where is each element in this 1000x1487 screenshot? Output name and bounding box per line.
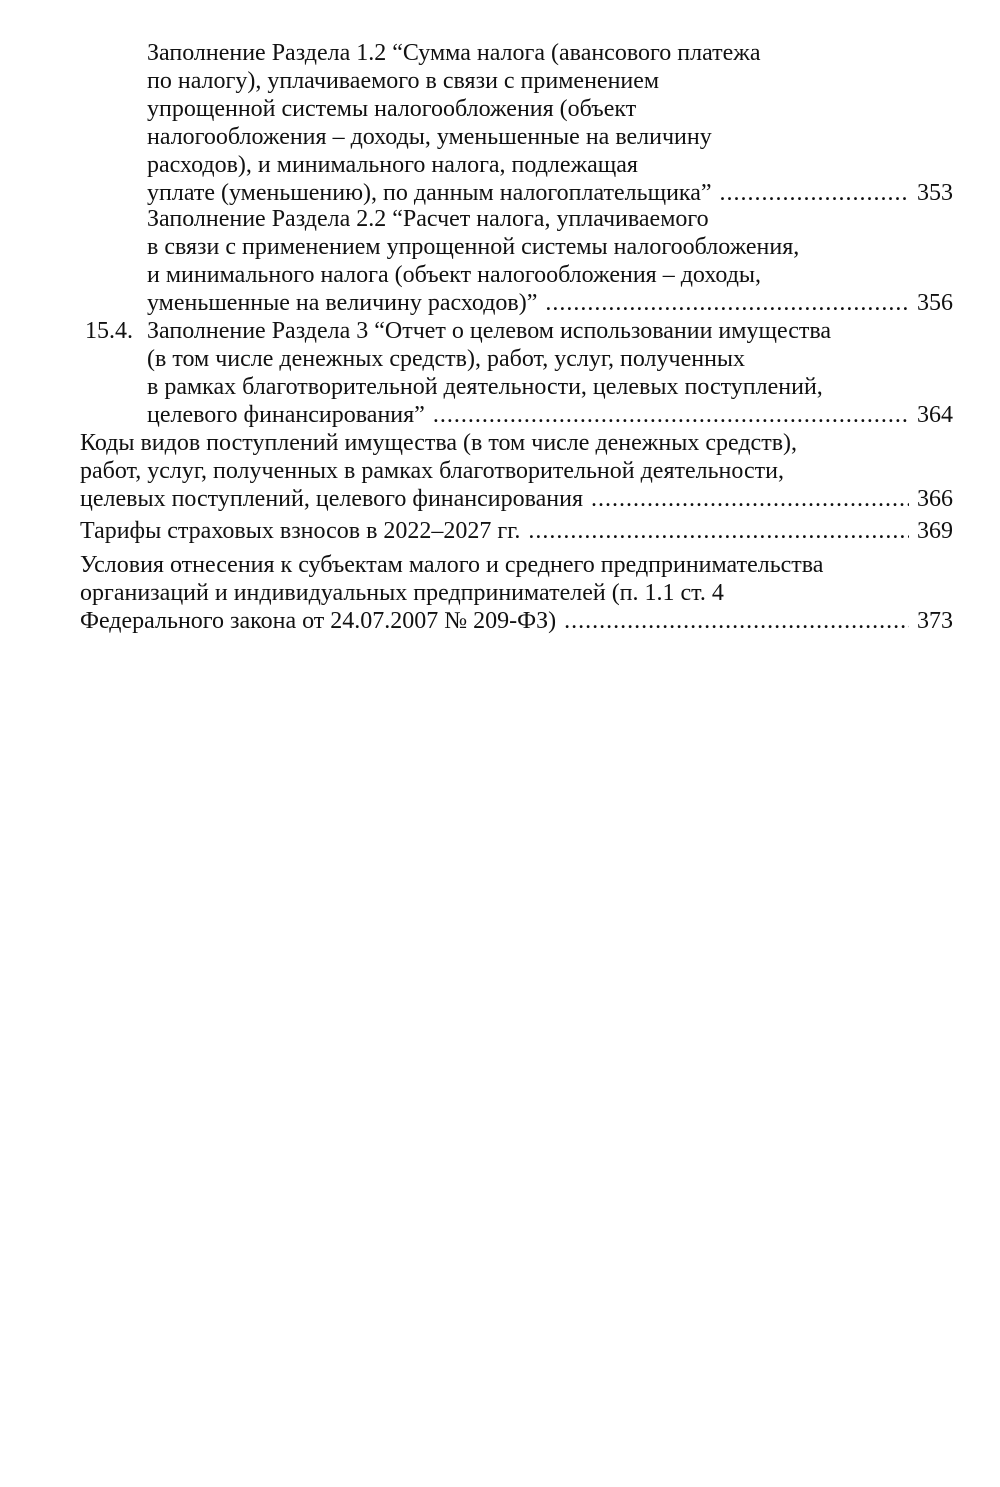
toc-entry-line: Заполнение Раздела 3 “Отчет о целевом использовании имущества xyxy=(147,318,831,344)
toc-entry-line: в рамках благотворительной деятельности, целевых поступлений, xyxy=(147,374,823,400)
toc-entry-line: уменьшенные на величину расходов)” xyxy=(147,290,538,316)
toc-page-number: 364 xyxy=(917,402,953,428)
toc-entry-line: упрощенной системы налогообложения (объект xyxy=(147,96,637,122)
toc-entry-line: (в том числе денежных средств), работ, услуг, полученных xyxy=(147,346,746,372)
toc-entry-line: по налогу), уплачиваемого в связи с применением xyxy=(147,68,660,94)
dot-leader xyxy=(545,288,909,318)
toc-page-number: 353 xyxy=(917,180,953,206)
dot-leader xyxy=(433,400,909,430)
toc-entry-line: Коды видов поступлений имущества (в том числе денежных средств), xyxy=(80,430,798,456)
dot-leader xyxy=(564,606,909,636)
toc-entry-line: Заполнение Раздела 1.2 “Сумма налога (авансового платежа xyxy=(147,40,761,66)
toc-entry-line: Заполнение Раздела 2.2 “Расчет налога, уплачиваемого xyxy=(147,206,709,232)
toc-entry-line: расходов), и минимального налога, подлежащая xyxy=(147,152,638,178)
toc-entry-line: работ, услуг, полученных в рамках благотворительной деятельности, xyxy=(80,458,784,484)
toc-entry-last-line xyxy=(80,606,953,636)
toc-entry-last-line xyxy=(80,484,953,514)
toc-entry-line: целевых поступлений, целевого финансирования xyxy=(80,486,584,512)
toc-entry-last-line xyxy=(147,288,953,318)
toc-section-number: 15.4. xyxy=(85,318,133,344)
toc-page-number: 356 xyxy=(917,290,953,316)
toc-entry-line: Тарифы страховых взносов в 2022–2027 гг. xyxy=(80,518,521,544)
toc-page-number: 369 xyxy=(917,518,953,544)
toc-entry-line: Условия отнесения к субъектам малого и среднего предпринимательства xyxy=(80,552,824,578)
toc-entry-line: уплате (уменьшению), по данным налогоплательщика” xyxy=(147,180,712,206)
toc-entry-line: Федерального закона от 24.07.2007 № 209-ФЗ) xyxy=(80,608,557,634)
toc-page-number: 373 xyxy=(917,608,953,634)
dot-leader xyxy=(591,484,909,514)
toc-entry-last-line xyxy=(147,400,953,430)
toc-entry-line: целевого финансирования” xyxy=(147,402,425,428)
dot-leader xyxy=(528,516,909,546)
toc-entry-line: и минимального налога (объект налогообложения – доходы, xyxy=(147,262,762,288)
toc-entry-line: в связи с применением упрощенной системы налогообложения, xyxy=(147,234,800,260)
toc-entry-line: налогообложения – доходы, уменьшенные на величину xyxy=(147,124,712,150)
toc-entry-last-line xyxy=(80,516,953,546)
toc-page-number: 366 xyxy=(917,486,953,512)
dot-leader xyxy=(720,178,909,208)
toc-entry-line: организаций и индивидуальных предпринимателей (п. 1.1 ст. 4 xyxy=(80,580,724,606)
